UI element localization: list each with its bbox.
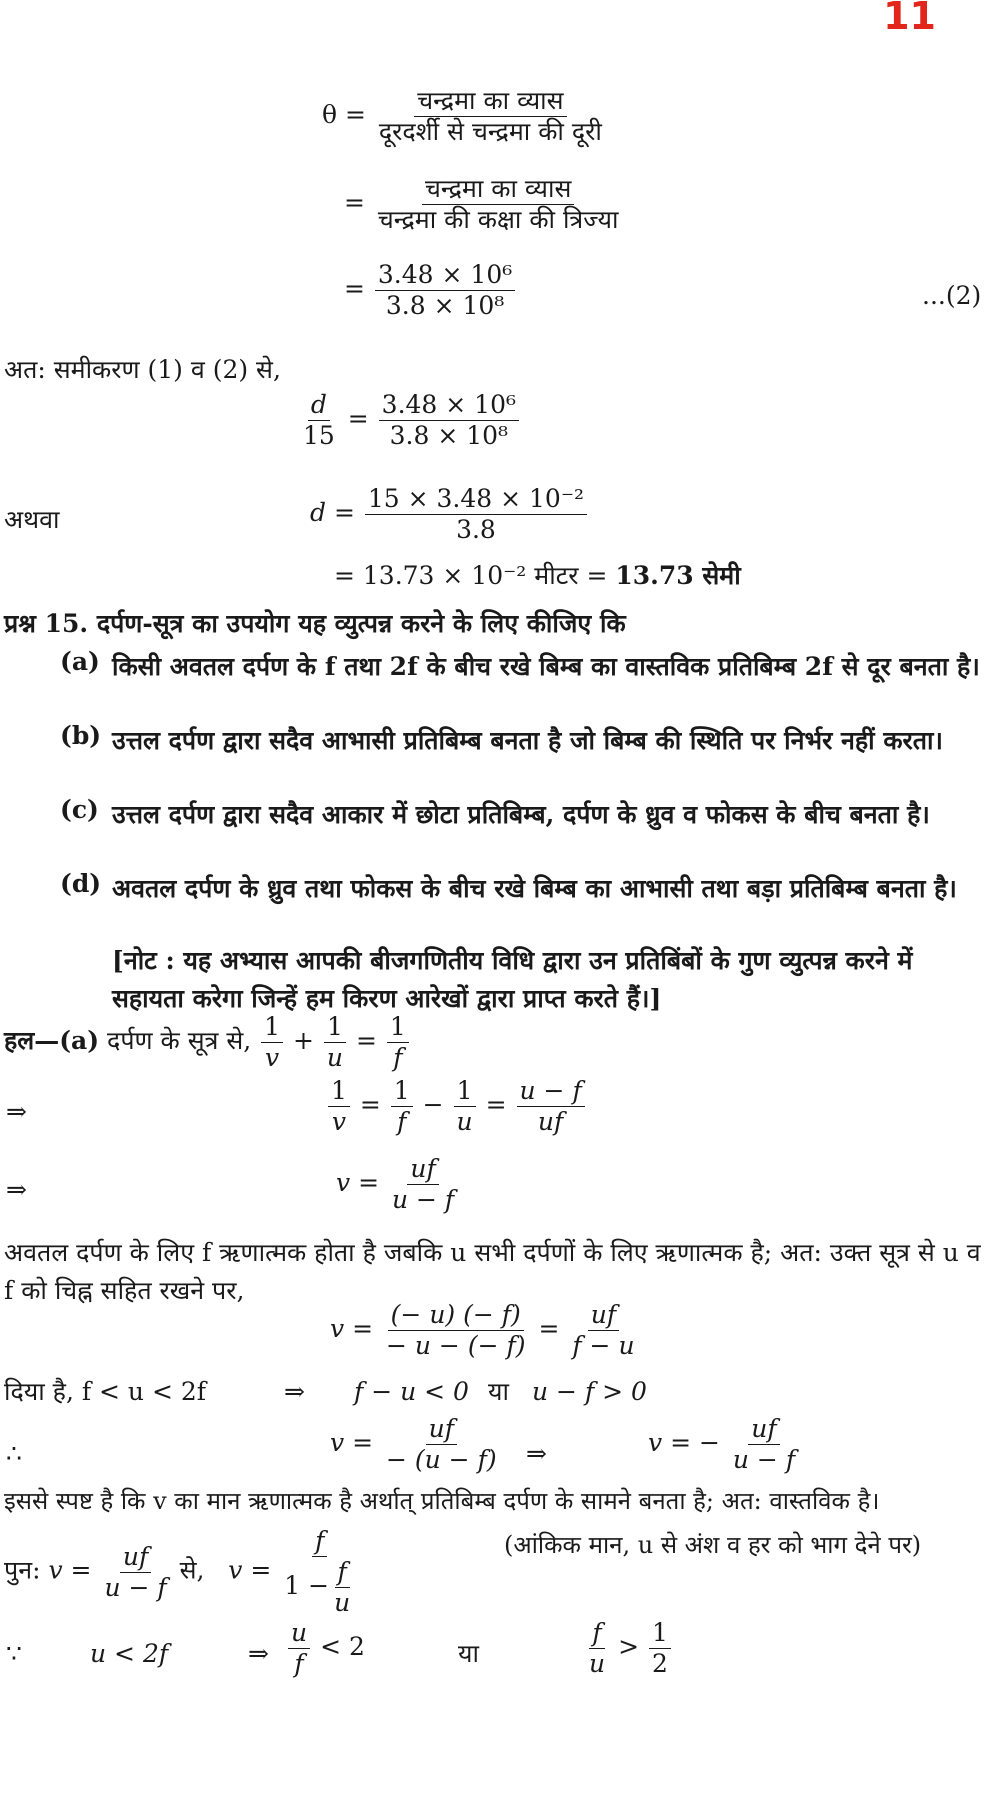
fraction: $\frac{uf}{u - f}$ xyxy=(732,1414,796,1474)
fraction: $\frac{uf}{u - f}$ xyxy=(391,1154,455,1214)
since-frac: $\frac{u}{f}$ < 2 xyxy=(286,1618,365,1679)
question-label: प्रश्न 15. xyxy=(4,609,89,638)
solution-para2: इससे स्पष्ट है कि v का मान ऋणात्मक है अर्थात् प्रतिबिम्ब दर्पण के सामने बनता है; अत: वास्तविक है। xyxy=(4,1487,880,1515)
given-cond1: f − u < 0 xyxy=(354,1377,469,1406)
given-cond2: u − f > 0 xyxy=(532,1377,647,1406)
fraction: $\frac{\text{चन्द्रमा का व्यास}}{\text{चन्द्रमा की कक्षा की त्रिज्या}}$ xyxy=(377,174,619,234)
fraction: $\frac{f}{u}$ xyxy=(334,1557,351,1617)
fraction: $\frac{\text{3.48 × 10⁶}}{\text{3.8 × 10⁸}}$ xyxy=(375,260,515,321)
eq-d3: = 13.73 × 10⁻² मीटर = 13.73 सेमी xyxy=(334,561,741,590)
fraction: $\frac{uf}{u - f}$ xyxy=(104,1541,167,1602)
fraction: $\frac{u}{f}$ xyxy=(288,1618,310,1679)
eq-d1: $\frac{d}{15}$ = $\frac{\text{3.48 × 10⁶}}{\text{3.8 × 10⁸}}$ xyxy=(298,390,521,451)
solution-step5: v = $\frac{uf}{- (u - f)}$ xyxy=(330,1414,502,1475)
part-b-text: उत्तल दर्पण द्वारा सदैव आभासी प्रतिबिम्ब बनता है जो बिम्ब की स्थिति पर निर्भर नहीं करता। xyxy=(112,726,943,755)
solution-again: पुन: v = $\frac{uf}{u - f}$ से, v = f 1 − $\frac{f}{u}$ xyxy=(4,1526,360,1618)
fraction: $\frac{uf}{- (u - f)}$ xyxy=(385,1414,497,1474)
text-athva: अथवा xyxy=(4,505,60,534)
therefore-icon: ∴ xyxy=(6,1439,22,1468)
eq-theta-line3: = $\frac{\text{3.48 × 10⁶}}{\text{3.8 × 10⁸}}$ xyxy=(344,260,517,321)
part-c-text: उत्तल दर्पण द्वारा सदैव आकार में छोटा प्रतिबिम्ब, दर्पण के ध्रुव व फोकस के बीच बनता है। xyxy=(112,800,930,829)
part-d-text: अवतल दर्पण के ध्रुव तथा फोकस के बीच रखे बिम्ब का आभासी तथा बड़ा प्रतिबिम्ब बनता है। xyxy=(112,874,957,903)
solution-label: हल—(a) xyxy=(4,1026,100,1055)
solution-step3: v = $\frac{uf}{u - f}$ xyxy=(336,1154,459,1215)
question-note: [नोट : यह अभ्यास आपकी बीजगणितीय विधि द्वारा उन प्रतिबिंबों के गुण व्युत्पन्न करने में सहायता करेगा जिन्हें हम किरण आरेखों द्वारा प्राप्त करते हैं।] xyxy=(112,946,913,1013)
theta-lhs: θ = xyxy=(322,100,366,129)
fraction: $\frac{(- u) (- f)}{- u - (- f)}$ xyxy=(385,1300,526,1360)
arrow-icon: ⇒ xyxy=(6,1097,27,1126)
given-text: दिया है, f < u < 2f xyxy=(4,1377,207,1406)
since-ya: या xyxy=(458,1639,479,1668)
eq-theta-line1 xyxy=(322,86,607,147)
part-b-label: (b) xyxy=(60,721,102,750)
eq-d2: d = $\frac{\text{15 × 3.48 × 10⁻²}}{3.8}$ xyxy=(310,484,589,545)
part-d-label: (d) xyxy=(60,869,102,898)
question-heading xyxy=(4,610,626,639)
fraction: $\frac{1}{v}$ xyxy=(261,1012,283,1073)
fraction: $\frac{d}{15}$ xyxy=(303,390,335,450)
question-text: दर्पण-सूत्र का उपयोग यह व्युत्पन्न करने के लिए कीजिए कि xyxy=(96,609,626,638)
solution-step2: $\frac{1}{v}$ = $\frac{1}{f}$ − $\frac{1}{u}$ = $\frac{u - f}{uf}$ xyxy=(326,1076,587,1137)
fraction: f 1 − $\frac{f}{u}$ xyxy=(281,1526,358,1618)
fraction: $\frac{f}{u}$ xyxy=(589,1618,606,1678)
fraction: $\frac{\text{15 × 3.48 × 10⁻²}}{3.8}$ xyxy=(365,484,587,545)
solution-step5-right: v = − $\frac{uf}{u - f}$ xyxy=(648,1414,800,1475)
solution-step4: v = $\frac{(- u) (- f)}{- u - (- f)}$ = $\frac{uf}{f - u}$ xyxy=(330,1300,640,1361)
fraction: $\frac{1}{2}$ xyxy=(649,1618,671,1679)
equation-tag: ...(2) xyxy=(922,281,982,310)
fraction: $\frac{1}{u}$ xyxy=(454,1076,476,1137)
because-icon: ∵ xyxy=(6,1639,22,1668)
part-a-text: किसी अवतल दर्पण के f तथा 2f के बीच रखे बिम्ब का वास्तविक प्रतिबिम्ब 2f से दूर बनता है। xyxy=(112,652,980,681)
since-cond: u < 2f xyxy=(90,1639,169,1668)
fraction: $\frac{1}{v}$ xyxy=(328,1076,350,1137)
fraction: $\frac{\text{3.48 × 10⁶}}{\text{3.8 × 10⁸}}$ xyxy=(379,390,519,451)
fraction: $\frac{1}{f}$ xyxy=(391,1076,413,1137)
fraction: $\frac{1}{f}$ xyxy=(387,1012,409,1073)
fraction: $\frac{u - f}{uf}$ xyxy=(517,1076,585,1137)
solution-para1: अवतल दर्पण के लिए f ऋणात्मक होता है जबकि u सभी दर्पणों के लिए ऋणात्मक है; अत: उक्त सूत्र से u व f को चिह्न सहित रखने पर, xyxy=(4,1238,981,1305)
eq-theta-line2: = $\frac{\text{चन्द्रमा का व्यास}}{\text{चन्द्रमा की कक्षा की त्रिज्या}}$ xyxy=(344,174,624,235)
part-a-label: (a) xyxy=(60,647,100,676)
page-number: 11 xyxy=(883,0,936,38)
fraction: $\frac{\text{चन्द्रमा का व्यास}}{\text{दूरदर्शी से चन्द्रमा की दूरी}}$ xyxy=(378,86,602,146)
arrow-icon: ⇒ xyxy=(526,1439,547,1468)
result: 13.73 सेमी xyxy=(615,561,741,590)
arrow-icon: ⇒ xyxy=(6,1175,27,1204)
arrow-icon: ⇒ xyxy=(248,1639,269,1668)
arrow-icon: ⇒ xyxy=(284,1377,305,1406)
fraction: $\frac{1}{u}$ xyxy=(324,1012,346,1073)
solution-line1: हल—(a) दर्पण के सूत्र से, $\frac{1}{v}$ + $\frac{1}{u}$ = $\frac{1}{f}$ xyxy=(4,1012,411,1073)
part-c-label: (c) xyxy=(60,795,99,824)
given-ya: या xyxy=(488,1377,509,1406)
fraction: $\frac{uf}{f - u}$ xyxy=(572,1300,635,1360)
text-from-eq: अत: समीकरण (1) व (2) से, xyxy=(4,355,281,384)
since-result: $\frac{f}{u}$ > $\frac{1}{2}$ xyxy=(584,1618,673,1679)
again-note: (आंकिक मान, u से अंश व हर को भाग देने पर) xyxy=(504,1531,922,1559)
